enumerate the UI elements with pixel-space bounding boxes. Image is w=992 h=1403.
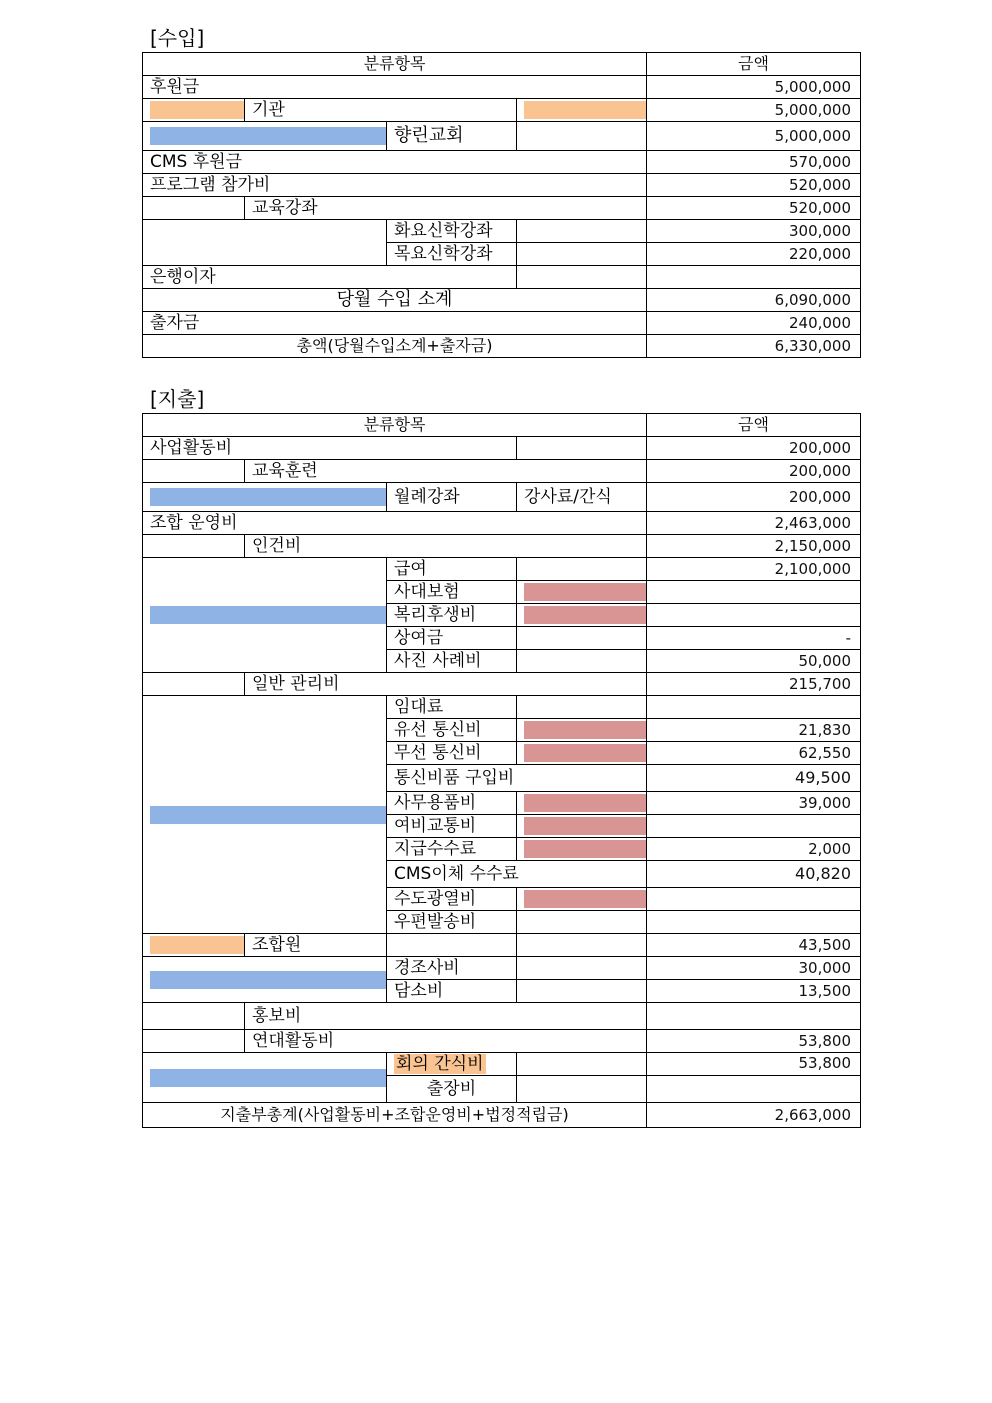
expense-office-label: 사무용품비 [387,792,517,815]
table-row [143,558,861,581]
table-row [143,483,861,512]
redacted-cell [143,1053,387,1103]
empty-cell [517,122,647,151]
redaction-box [524,890,646,908]
redaction-box [524,794,646,812]
redaction-box [150,101,244,119]
income-program-amount: 520,000 [647,174,861,197]
table-row [143,696,861,719]
income-header-row [143,53,861,76]
redacted-cell [143,957,387,1003]
empty-cell [143,1003,245,1030]
redaction-box [524,101,646,119]
income-education-label: 교육강좌 [245,197,647,220]
empty-cell [387,934,517,957]
table-row [143,512,861,535]
redaction-box [150,606,386,624]
empty-cell [517,220,647,243]
expense-personnel-amount: 2,150,000 [647,535,861,558]
expense-members-label: 조합원 [245,934,387,957]
income-education-amount: 520,000 [647,197,861,220]
expense-office-amount: 39,000 [647,792,861,815]
empty-cell [517,650,647,673]
redaction-box [150,936,244,954]
expense-rent-amount [647,696,861,719]
expense-photo-amount: 50,000 [647,650,861,673]
expense-monthly-amount: 200,000 [647,483,861,512]
redacted-cell [517,888,647,911]
expense-tobacco-label: 담소비 [387,980,517,1003]
table-row [143,957,861,980]
empty-cell [517,1076,647,1103]
redaction-box [150,127,386,145]
empty-cell [143,535,245,558]
expense-salary-amount: 2,100,000 [647,558,861,581]
redacted-cell [517,792,647,815]
expense-fees-label: 지급수수료 [387,838,517,861]
income-subtotal-amount: 6,090,000 [647,289,861,312]
expense-pr-label: 홍보비 [245,1003,647,1030]
table-row [143,335,861,358]
income-capital-amount: 240,000 [647,312,861,335]
expense-utilities-amount [647,888,861,911]
table-row [143,460,861,483]
table-row [143,673,861,696]
table-row [143,76,861,99]
expense-rent-label: 임대료 [387,696,517,719]
expense-members-amount: 43,500 [647,934,861,957]
income-section-title: [수입] [150,26,205,50]
redaction-box [524,721,646,739]
expense-table [142,413,861,1128]
expense-monthly-sub: 강사료/간식 [517,483,647,512]
income-interest-amount [647,266,861,289]
expense-cms-fee-amount: 40,820 [647,861,861,888]
redaction-box [524,817,646,835]
expense-total-amount: 2,663,000 [647,1103,861,1128]
table-row [143,289,861,312]
empty-cell [143,673,245,696]
redacted-cell [517,719,647,742]
income-tuesday-label: 화요신학강좌 [387,220,517,243]
redaction-box [150,806,386,824]
empty-cell [517,934,647,957]
empty-cell [143,220,387,266]
empty-cell [517,437,647,460]
table-row [143,1053,861,1076]
redaction-box [524,840,646,858]
redacted-cell [517,604,647,627]
expense-wired-amount: 21,830 [647,719,861,742]
income-table [142,52,861,358]
expense-trip-label: 출장비 [387,1076,517,1103]
redaction-box [524,583,646,601]
empty-cell [143,197,245,220]
expense-training-amount: 200,000 [647,460,861,483]
expense-fees-amount: 2,000 [647,838,861,861]
table-row [143,174,861,197]
income-subtotal-label: 당월 수입 소계 [143,289,647,312]
expense-welfare-label: 복리후생비 [387,604,517,627]
expense-section-title: [지출] [150,387,205,411]
redacted-cell [517,742,647,765]
expense-condolence-amount: 30,000 [647,957,861,980]
table-row [143,1103,861,1128]
expense-salary-label: 급여 [387,558,517,581]
table-row [143,197,861,220]
table-row [143,312,861,335]
expense-meeting-amount: 53,800 [647,1053,861,1076]
income-total-label: 총액(당월수입소계+출자금) [143,335,647,358]
redacted-cell [143,696,387,934]
expense-welfare-amount [647,604,861,627]
table-row [143,437,861,460]
expense-personnel-label: 인건비 [245,535,647,558]
income-thursday-amount: 220,000 [647,243,861,266]
redacted-cell [143,558,387,673]
expense-meeting-label: 회의 간식비 [396,1054,484,1074]
income-church-amount: 5,000,000 [647,122,861,151]
income-sponsorship-label: 후원금 [143,76,647,99]
table-row [143,535,861,558]
empty-cell [517,627,647,650]
table-row [143,934,861,957]
income-cms-amount: 570,000 [647,151,861,174]
expense-meeting-label-cell [387,1053,517,1076]
expense-cms-fee-label: CMS이체 수수료 [387,861,647,888]
redacted-cell [517,815,647,838]
redacted-cell [143,122,387,151]
redaction-box [524,744,646,762]
income-capital-label: 출자금 [143,312,647,335]
expense-general-label: 일반 관리비 [245,673,647,696]
empty-cell [517,957,647,980]
income-institution-label: 기관 [245,99,517,122]
income-sponsorship-amount: 5,000,000 [647,76,861,99]
empty-cell [517,266,647,289]
expense-union-ops-label: 조합 운영비 [143,512,647,535]
expense-pr-amount [647,1003,861,1030]
expense-postage-label: 우편발송비 [387,911,517,934]
redacted-cell [517,99,647,122]
redacted-cell [517,838,647,861]
table-row [143,220,861,243]
expense-insurance-amount [647,581,861,604]
empty-cell [517,980,647,1003]
expense-header-amount: 금액 [647,414,861,437]
expense-postage-amount [647,911,861,934]
expense-condolence-label: 경조사비 [387,957,517,980]
expense-tobacco-amount: 13,500 [647,980,861,1003]
expense-travel-label: 여비교통비 [387,815,517,838]
expense-telecom-goods-amount: 49,500 [647,765,861,792]
expense-trip-amount [647,1076,861,1103]
expense-solidarity-label: 연대활동비 [245,1030,647,1053]
empty-cell [143,460,245,483]
expense-header-row [143,414,861,437]
redacted-cell [143,934,245,957]
expense-bonus-label: 상여금 [387,627,517,650]
expense-utilities-label: 수도광열비 [387,888,517,911]
expense-total-label: 지출부총계(사업활동비+조합운영비+법정적립금) [143,1103,647,1128]
expense-insurance-label: 사대보험 [387,581,517,604]
redaction-box [150,488,386,506]
redacted-cell [143,483,387,512]
expense-solidarity-amount: 53,800 [647,1030,861,1053]
table-row [143,151,861,174]
empty-cell [517,243,647,266]
income-cms-label: CMS 후원금 [143,151,647,174]
expense-wireless-amount: 62,550 [647,742,861,765]
expense-monthly-label: 월례강좌 [387,483,517,512]
expense-travel-amount [647,815,861,838]
expense-business-amount: 200,000 [647,437,861,460]
expense-photo-label: 사진 사례비 [387,650,517,673]
income-header-category: 분류항목 [143,53,647,76]
empty-cell [517,911,647,934]
income-header-amount: 금액 [647,53,861,76]
empty-cell [143,1030,245,1053]
income-church-label: 향린교회 [387,122,517,151]
income-total-amount: 6,330,000 [647,335,861,358]
expense-telecom-goods-label: 통신비품 구입비 [387,765,647,792]
expense-header-category: 분류항목 [143,414,647,437]
expense-business-label: 사업활동비 [143,437,517,460]
empty-cell [517,558,647,581]
table-row [143,1003,861,1030]
income-tuesday-amount: 300,000 [647,220,861,243]
redaction-box [150,1069,386,1087]
income-interest-label: 은행이자 [143,266,517,289]
income-program-label: 프로그램 참가비 [143,174,647,197]
income-institution-amount: 5,000,000 [647,99,861,122]
redacted-cell [143,99,245,122]
table-row [143,1030,861,1053]
table-row [143,122,861,151]
redaction-box [150,971,386,989]
expense-wired-label: 유선 통신비 [387,719,517,742]
expense-bonus-amount: - [647,627,861,650]
income-thursday-label: 목요신학강좌 [387,243,517,266]
expense-wireless-label: 무선 통신비 [387,742,517,765]
table-row [143,99,861,122]
redaction-box [524,606,646,624]
expense-general-amount: 215,700 [647,673,861,696]
empty-cell [517,696,647,719]
empty-cell [517,1053,647,1076]
redacted-cell [517,581,647,604]
expense-training-label: 교육훈련 [245,460,647,483]
table-row [143,266,861,289]
expense-union-ops-amount: 2,463,000 [647,512,861,535]
